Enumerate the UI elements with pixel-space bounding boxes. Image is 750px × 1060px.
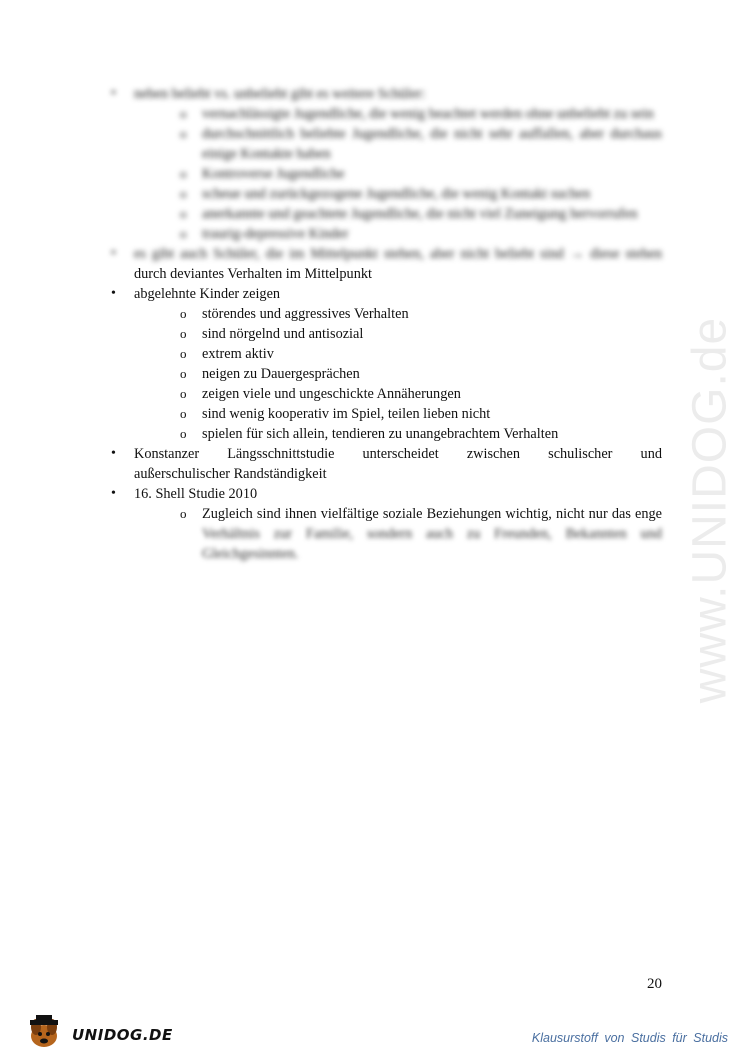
list-item-text: 16. Shell Studie 2010 xyxy=(134,486,258,502)
sub-list-item-text: vernachlässigte Jugendliche, die wenig beachtet werden ohne unbeliebt zu sein xyxy=(202,106,654,122)
sub-bullet-icon: o xyxy=(180,166,187,181)
sub-bullet-icon: o xyxy=(180,226,187,241)
list-item-text: abgelehnte Kinder zeigen xyxy=(134,286,281,302)
bullet-icon: • xyxy=(111,446,116,461)
document-body xyxy=(110,84,662,564)
watermark-text: www.UNIDOG.de xyxy=(683,316,737,704)
sub-list xyxy=(134,104,662,244)
bullet-icon: • xyxy=(111,286,116,301)
sub-list-item-text: Kontroverse Jugendliche xyxy=(202,166,345,182)
sub-list-item xyxy=(134,344,662,364)
list-item xyxy=(110,484,662,564)
sub-list-item xyxy=(134,424,662,444)
sub-list-item xyxy=(134,104,662,124)
sub-list-item-text: extrem aktiv xyxy=(202,346,274,362)
list-item-text: durch deviantes Verhalten im Mittelpunkt xyxy=(134,266,372,282)
logo-text: UNIDOG.DE xyxy=(72,1026,173,1044)
sub-list-item xyxy=(134,124,662,164)
bullet-icon: • xyxy=(111,246,116,261)
sub-list-item xyxy=(134,404,662,424)
watermark xyxy=(683,280,737,740)
sub-bullet-icon: o xyxy=(180,306,187,321)
sub-bullet-icon: o xyxy=(180,126,187,141)
sub-list-item xyxy=(134,504,662,564)
sub-list-item-text: spielen für sich allein, tendieren zu unangebrachtem Verhalten xyxy=(202,426,559,442)
bullet-icon: • xyxy=(111,486,116,501)
list-item-text-blurred: es gibt auch Schüler, die im Mittelpunkt stehen, aber nicht beliebt sind → diese stehen xyxy=(134,246,662,262)
footer-slogan: Klausurstoff von Studis für Studis xyxy=(531,1031,728,1045)
sub-list-item xyxy=(134,224,662,244)
sub-list-item-text: sind nörgelnd und antisozial xyxy=(202,326,364,342)
sub-bullet-icon: o xyxy=(180,406,187,421)
sub-list-item-text: störendes und aggressives Verhalten xyxy=(202,306,409,322)
sub-list-item xyxy=(134,164,662,184)
sub-list-item-text: zeigen viele und ungeschickte Annäherungen xyxy=(202,386,461,402)
sub-list-item xyxy=(134,304,662,324)
sub-list xyxy=(134,504,662,564)
sub-bullet-icon: o xyxy=(180,506,187,521)
sub-list-item-text-blurred: Verhältnis zur Familie, sondern auch zu Freunden, Bekannten und Gleichgesinnten. xyxy=(202,526,662,562)
sub-list-item-text: durchschnittlich beliebte Jugendliche, die nicht sehr auffallen, aber durchaus einige Kontakte haben xyxy=(202,126,662,162)
sub-list-item xyxy=(134,324,662,344)
sub-list-item xyxy=(134,384,662,404)
sub-list-item-text: neigen zu Dauergesprächen xyxy=(202,366,360,382)
sub-bullet-icon: o xyxy=(180,366,187,381)
unidog-logo[interactable] xyxy=(22,1014,173,1050)
sub-bullet-icon: o xyxy=(180,426,187,441)
sub-bullet-icon: o xyxy=(180,186,187,201)
list-item xyxy=(110,244,662,284)
sub-list-item-text: sind wenig kooperativ im Spiel, teilen lieben nicht xyxy=(202,406,491,422)
bullet-list xyxy=(110,84,662,564)
sub-list-item-text: traurig-depressive Kinder xyxy=(202,226,349,242)
list-item-text: Konstanzer Längsschnittstudie unterscheidet zwischen schulischer und xyxy=(134,446,662,462)
sub-bullet-icon: o xyxy=(180,386,187,401)
sub-bullet-icon: o xyxy=(180,346,187,361)
list-item-text-continued: außerschulischer Randständigkeit xyxy=(134,466,327,482)
bullet-icon: • xyxy=(111,86,116,101)
sub-bullet-icon: o xyxy=(180,206,187,221)
sub-list-item xyxy=(134,184,662,204)
sub-list-item xyxy=(134,204,662,224)
sub-list xyxy=(134,304,662,444)
sub-list-item-text: anerkannte und geachtete Jugendliche, die nicht viel Zuneigung hervorrufen xyxy=(202,206,638,222)
page-number: 20 xyxy=(647,976,662,992)
list-item-text: neben beliebt vs. unbeliebt gibt es weitere Schüler: xyxy=(134,86,426,102)
sub-list-item-text: scheue und zurückgezogene Jugendliche, die wenig Kontakt suchen xyxy=(202,186,591,202)
list-item xyxy=(110,444,662,484)
sub-bullet-icon: o xyxy=(180,106,187,121)
sub-bullet-icon: o xyxy=(180,326,187,341)
list-item xyxy=(110,84,662,244)
list-item xyxy=(110,284,662,444)
sub-list-item-text: Zugleich sind ihnen vielfältige soziale Beziehungen wichtig, nicht nur das enge xyxy=(202,506,662,522)
dog-icon xyxy=(22,1014,68,1050)
sub-list-item xyxy=(134,364,662,384)
